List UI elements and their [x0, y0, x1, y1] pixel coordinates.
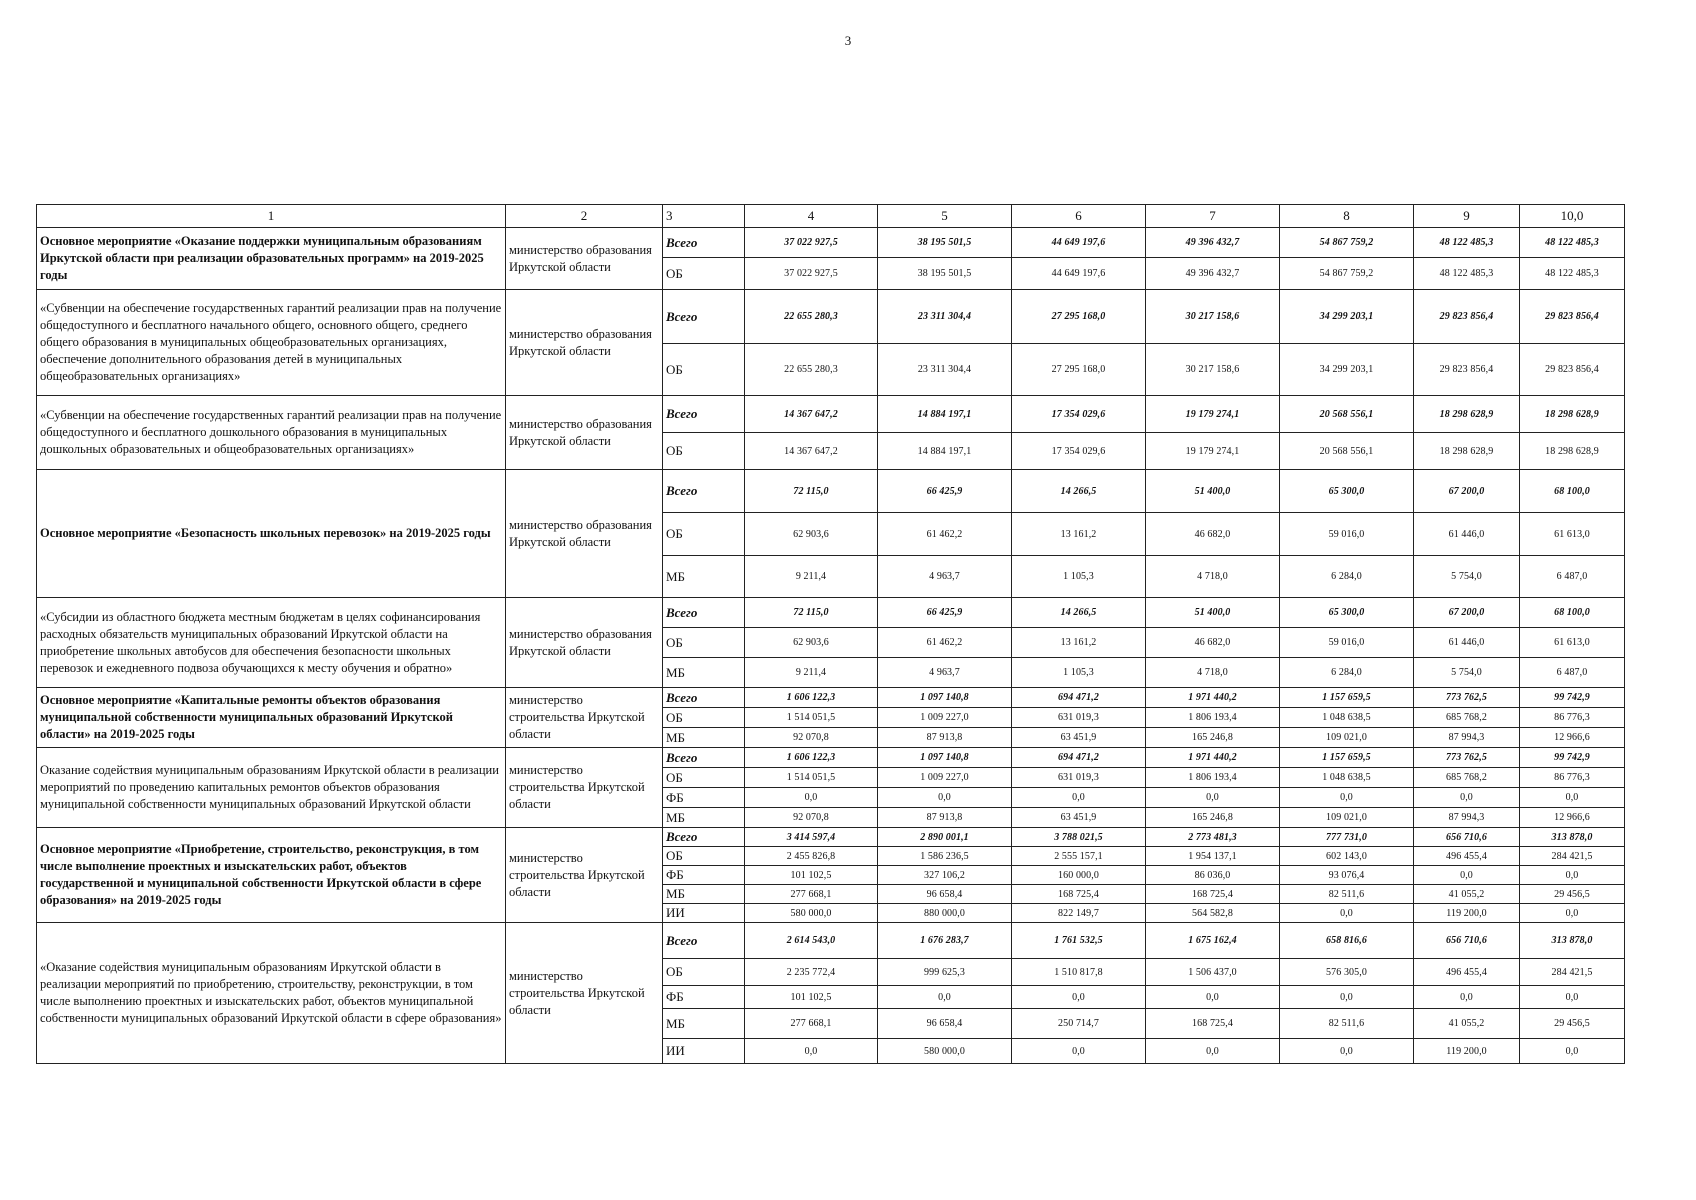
- funding-source: ОБ: [663, 847, 745, 866]
- funding-source: Всего: [663, 470, 745, 513]
- amount-cell: 0,0: [1280, 986, 1414, 1009]
- amount-cell: 5 754,0: [1414, 658, 1520, 688]
- amount-cell: 4 718,0: [1146, 658, 1280, 688]
- amount-cell: 17 354 029,6: [1012, 433, 1146, 470]
- amount-cell: 564 582,8: [1146, 904, 1280, 923]
- amount-cell: 99 742,9: [1520, 688, 1625, 708]
- amount-cell: 18 298 628,9: [1414, 433, 1520, 470]
- amount-cell: 1 009 227,0: [878, 708, 1012, 728]
- amount-cell: 46 682,0: [1146, 628, 1280, 658]
- amount-cell: 86 776,3: [1520, 708, 1625, 728]
- amount-cell: 2 555 157,1: [1012, 847, 1146, 866]
- amount-cell: 44 649 197,6: [1012, 228, 1146, 258]
- header-cell: 6: [1012, 205, 1146, 228]
- amount-cell: 631 019,3: [1012, 768, 1146, 788]
- amount-cell: 580 000,0: [745, 904, 878, 923]
- amount-cell: 30 217 158,6: [1146, 290, 1280, 344]
- table-row: [37, 396, 1625, 433]
- amount-cell: 4 718,0: [1146, 556, 1280, 598]
- amount-cell: 0,0: [1012, 1039, 1146, 1064]
- funding-source: Всего: [663, 923, 745, 959]
- amount-cell: 61 613,0: [1520, 513, 1625, 556]
- amount-cell: 96 658,4: [878, 1009, 1012, 1039]
- amount-cell: 822 149,7: [1012, 904, 1146, 923]
- amount-cell: 0,0: [1520, 1039, 1625, 1064]
- header-cell: 5: [878, 205, 1012, 228]
- amount-cell: 1 506 437,0: [1146, 959, 1280, 986]
- amount-cell: 119 200,0: [1414, 904, 1520, 923]
- activity-title: «Оказание содействия муниципальным образованиям Иркутской области в реализации мероприятий по приобретению, строительству, реконструкции, в том числе выполнению проектных и изыскательских работ, объектов муниципальной собственности муниципальных образований Иркутской области в сфере образования»: [37, 923, 506, 1064]
- amount-cell: 250 714,7: [1012, 1009, 1146, 1039]
- amount-cell: 1 606 122,3: [745, 748, 878, 768]
- amount-cell: 580 000,0: [878, 1039, 1012, 1064]
- amount-cell: 18 298 628,9: [1520, 433, 1625, 470]
- amount-cell: 34 299 203,1: [1280, 344, 1414, 396]
- amount-cell: 160 000,0: [1012, 866, 1146, 885]
- funding-source: ФБ: [663, 866, 745, 885]
- amount-cell: 59 016,0: [1280, 628, 1414, 658]
- amount-cell: 38 195 501,5: [878, 228, 1012, 258]
- amount-cell: 1 510 817,8: [1012, 959, 1146, 986]
- amount-cell: 1 514 051,5: [745, 708, 878, 728]
- amount-cell: 13 161,2: [1012, 513, 1146, 556]
- amount-cell: 65 300,0: [1280, 470, 1414, 513]
- amount-cell: 12 966,6: [1520, 808, 1625, 828]
- amount-cell: 87 994,3: [1414, 728, 1520, 748]
- amount-cell: 61 462,2: [878, 628, 1012, 658]
- header-cell: 9: [1414, 205, 1520, 228]
- activity-title: «Субсидии из областного бюджета местным бюджетам в целях софинансирования расходных обязательств муниципальных образований Иркутской области на приобретение школьных автобусов для обеспечения безопасности школьных перевозок и ежедневного подвоза обучающихся к месту обучения и обратно»: [37, 598, 506, 688]
- table-row: [37, 470, 1625, 513]
- amount-cell: 0,0: [1280, 904, 1414, 923]
- amount-cell: 0,0: [1414, 866, 1520, 885]
- amount-cell: 54 867 759,2: [1280, 258, 1414, 290]
- amount-cell: 29 823 856,4: [1414, 344, 1520, 396]
- funding-source: ИИ: [663, 904, 745, 923]
- amount-cell: 63 451,9: [1012, 808, 1146, 828]
- amount-cell: 65 300,0: [1280, 598, 1414, 628]
- funding-source: МБ: [663, 808, 745, 828]
- amount-cell: 19 179 274,1: [1146, 433, 1280, 470]
- amount-cell: 1 157 659,5: [1280, 688, 1414, 708]
- funding-source: ОБ: [663, 258, 745, 290]
- amount-cell: 72 115,0: [745, 470, 878, 513]
- table-body: [37, 205, 1625, 1064]
- amount-cell: 0,0: [1146, 986, 1280, 1009]
- amount-cell: 61 446,0: [1414, 513, 1520, 556]
- amount-cell: 19 179 274,1: [1146, 396, 1280, 433]
- activity-title: Основное мероприятие «Приобретение, строительство, реконструкция, в том числе выполнение проектных и изыскательских работ, объектов государственной и муниципальной собственности Иркутской области в сфере образования» на 2019-2025 годы: [37, 828, 506, 923]
- amount-cell: 62 903,6: [745, 513, 878, 556]
- amount-cell: 773 762,5: [1414, 688, 1520, 708]
- amount-cell: 1 971 440,2: [1146, 688, 1280, 708]
- amount-cell: 44 649 197,6: [1012, 258, 1146, 290]
- funding-source: Всего: [663, 228, 745, 258]
- amount-cell: 48 122 485,3: [1414, 228, 1520, 258]
- header-cell: 8: [1280, 205, 1414, 228]
- table-row: [37, 688, 1625, 708]
- amount-cell: 37 022 927,5: [745, 228, 878, 258]
- amount-cell: 0,0: [1280, 788, 1414, 808]
- amount-cell: 67 200,0: [1414, 470, 1520, 513]
- amount-cell: 496 455,4: [1414, 959, 1520, 986]
- amount-cell: 22 655 280,3: [745, 344, 878, 396]
- amount-cell: 777 731,0: [1280, 828, 1414, 847]
- amount-cell: 631 019,3: [1012, 708, 1146, 728]
- amount-cell: 93 076,4: [1280, 866, 1414, 885]
- amount-cell: 0,0: [1280, 1039, 1414, 1064]
- amount-cell: 0,0: [878, 788, 1012, 808]
- header-cell: 2: [506, 205, 663, 228]
- amount-cell: 0,0: [1520, 866, 1625, 885]
- amount-cell: 2 235 772,4: [745, 959, 878, 986]
- amount-cell: 54 867 759,2: [1280, 228, 1414, 258]
- amount-cell: 2 455 826,8: [745, 847, 878, 866]
- amount-cell: 6 487,0: [1520, 556, 1625, 598]
- activity-title: Основное мероприятие «Оказание поддержки муниципальным образованиям Иркутской области при реализации образовательных программ» на 2019-2025 годы: [37, 228, 506, 290]
- amount-cell: 27 295 168,0: [1012, 344, 1146, 396]
- amount-cell: 4 963,7: [878, 658, 1012, 688]
- funding-source: ФБ: [663, 986, 745, 1009]
- amount-cell: 1 675 162,4: [1146, 923, 1280, 959]
- amount-cell: 82 511,6: [1280, 885, 1414, 904]
- amount-cell: 685 768,2: [1414, 708, 1520, 728]
- amount-cell: 0,0: [1012, 986, 1146, 1009]
- executor: министерство образования Иркутской области: [506, 598, 663, 688]
- amount-cell: 0,0: [1414, 986, 1520, 1009]
- amount-cell: 1 097 140,8: [878, 688, 1012, 708]
- funding-source: МБ: [663, 728, 745, 748]
- amount-cell: 87 913,8: [878, 728, 1012, 748]
- amount-cell: 46 682,0: [1146, 513, 1280, 556]
- amount-cell: 61 462,2: [878, 513, 1012, 556]
- amount-cell: 34 299 203,1: [1280, 290, 1414, 344]
- amount-cell: 109 021,0: [1280, 808, 1414, 828]
- amount-cell: 20 568 556,1: [1280, 396, 1414, 433]
- amount-cell: 13 161,2: [1012, 628, 1146, 658]
- executor: министерство строительства Иркутской области: [506, 688, 663, 748]
- funding-source: ОБ: [663, 513, 745, 556]
- funding-source: ИИ: [663, 1039, 745, 1064]
- amount-cell: 68 100,0: [1520, 470, 1625, 513]
- amount-cell: 658 816,6: [1280, 923, 1414, 959]
- table-row: [37, 598, 1625, 628]
- amount-cell: 3 414 597,4: [745, 828, 878, 847]
- amount-cell: 87 994,3: [1414, 808, 1520, 828]
- amount-cell: 168 725,4: [1146, 885, 1280, 904]
- header-row: [37, 205, 1625, 228]
- amount-cell: 41 055,2: [1414, 1009, 1520, 1039]
- amount-cell: 48 122 485,3: [1520, 228, 1625, 258]
- funding-source: Всего: [663, 828, 745, 847]
- funding-source: ОБ: [663, 628, 745, 658]
- amount-cell: 0,0: [1414, 788, 1520, 808]
- executor: министерство строительства Иркутской области: [506, 923, 663, 1064]
- amount-cell: 99 742,9: [1520, 748, 1625, 768]
- amount-cell: 20 568 556,1: [1280, 433, 1414, 470]
- amount-cell: 92 070,8: [745, 808, 878, 828]
- amount-cell: 61 446,0: [1414, 628, 1520, 658]
- amount-cell: 1 514 051,5: [745, 768, 878, 788]
- header-cell: 10,0: [1520, 205, 1625, 228]
- amount-cell: 23 311 304,4: [878, 344, 1012, 396]
- table-row: [37, 228, 1625, 258]
- amount-cell: 1 009 227,0: [878, 768, 1012, 788]
- table-row: [37, 290, 1625, 344]
- amount-cell: 0,0: [878, 986, 1012, 1009]
- amount-cell: 6 487,0: [1520, 658, 1625, 688]
- amount-cell: 62 903,6: [745, 628, 878, 658]
- funding-source: ОБ: [663, 708, 745, 728]
- amount-cell: 2 890 001,1: [878, 828, 1012, 847]
- table-row: [37, 828, 1625, 847]
- funding-source: Всего: [663, 290, 745, 344]
- amount-cell: 27 295 168,0: [1012, 290, 1146, 344]
- executor: министерство образования Иркутской области: [506, 470, 663, 598]
- amount-cell: 51 400,0: [1146, 470, 1280, 513]
- amount-cell: 41 055,2: [1414, 885, 1520, 904]
- amount-cell: 880 000,0: [878, 904, 1012, 923]
- amount-cell: 165 246,8: [1146, 728, 1280, 748]
- amount-cell: 30 217 158,6: [1146, 344, 1280, 396]
- funding-source: МБ: [663, 658, 745, 688]
- funding-source: МБ: [663, 556, 745, 598]
- amount-cell: 86 776,3: [1520, 768, 1625, 788]
- amount-cell: 29 823 856,4: [1520, 344, 1625, 396]
- amount-cell: 14 884 197,1: [878, 396, 1012, 433]
- amount-cell: 68 100,0: [1520, 598, 1625, 628]
- amount-cell: 82 511,6: [1280, 1009, 1414, 1039]
- amount-cell: 18 298 628,9: [1414, 396, 1520, 433]
- amount-cell: 14 367 647,2: [745, 396, 878, 433]
- amount-cell: 29 456,5: [1520, 885, 1625, 904]
- funding-source: Всего: [663, 748, 745, 768]
- amount-cell: 14 367 647,2: [745, 433, 878, 470]
- amount-cell: 63 451,9: [1012, 728, 1146, 748]
- header-cell: 1: [37, 205, 506, 228]
- amount-cell: 1 048 638,5: [1280, 708, 1414, 728]
- amount-cell: 6 284,0: [1280, 556, 1414, 598]
- executor: министерство образования Иркутской области: [506, 290, 663, 396]
- amount-cell: 67 200,0: [1414, 598, 1520, 628]
- amount-cell: 0,0: [1012, 788, 1146, 808]
- amount-cell: 14 266,5: [1012, 470, 1146, 513]
- amount-cell: 0,0: [1520, 904, 1625, 923]
- amount-cell: 29 456,5: [1520, 1009, 1625, 1039]
- activity-title: Оказание содействия муниципальным образованиям Иркутской области в реализации мероприятий по проведению капитальных ремонтов объектов образования муниципальной собственности муниципальных образований Иркутской области: [37, 748, 506, 828]
- amount-cell: 59 016,0: [1280, 513, 1414, 556]
- amount-cell: 1 971 440,2: [1146, 748, 1280, 768]
- amount-cell: 101 102,5: [745, 986, 878, 1009]
- amount-cell: 1 097 140,8: [878, 748, 1012, 768]
- funding-source: МБ: [663, 885, 745, 904]
- amount-cell: 1 105,3: [1012, 556, 1146, 598]
- amount-cell: 66 425,9: [878, 470, 1012, 513]
- amount-cell: 168 725,4: [1146, 1009, 1280, 1039]
- amount-cell: 2 773 481,3: [1146, 828, 1280, 847]
- activity-title: Основное мероприятие «Безопасность школьных перевозок» на 2019-2025 годы: [37, 470, 506, 598]
- amount-cell: 1 586 236,5: [878, 847, 1012, 866]
- amount-cell: 9 211,4: [745, 556, 878, 598]
- amount-cell: 49 396 432,7: [1146, 258, 1280, 290]
- amount-cell: 602 143,0: [1280, 847, 1414, 866]
- amount-cell: 0,0: [1520, 986, 1625, 1009]
- amount-cell: 1 806 193,4: [1146, 708, 1280, 728]
- amount-cell: 656 710,6: [1414, 828, 1520, 847]
- table-row: [37, 923, 1625, 959]
- activity-title: «Субвенции на обеспечение государственных гарантий реализации прав на получение общедоступного и бесплатного дошкольного образования в муниципальных дошкольных образовательных и общеобразовательных организациях»: [37, 396, 506, 470]
- amount-cell: 1 806 193,4: [1146, 768, 1280, 788]
- header-cell: 4: [745, 205, 878, 228]
- executor: министерство образования Иркутской области: [506, 228, 663, 290]
- funding-source: ОБ: [663, 344, 745, 396]
- amount-cell: 22 655 280,3: [745, 290, 878, 344]
- amount-cell: 284 421,5: [1520, 847, 1625, 866]
- amount-cell: 29 823 856,4: [1520, 290, 1625, 344]
- amount-cell: 2 614 543,0: [745, 923, 878, 959]
- amount-cell: 277 668,1: [745, 885, 878, 904]
- header-cell: 3: [663, 205, 745, 228]
- amount-cell: 277 668,1: [745, 1009, 878, 1039]
- executor: министерство строительства Иркутской области: [506, 748, 663, 828]
- funding-source: Всего: [663, 688, 745, 708]
- amount-cell: 313 878,0: [1520, 923, 1625, 959]
- amount-cell: 0,0: [745, 1039, 878, 1064]
- amount-cell: 5 754,0: [1414, 556, 1520, 598]
- amount-cell: 12 966,6: [1520, 728, 1625, 748]
- amount-cell: 48 122 485,3: [1520, 258, 1625, 290]
- amount-cell: 61 613,0: [1520, 628, 1625, 658]
- amount-cell: 165 246,8: [1146, 808, 1280, 828]
- amount-cell: 576 305,0: [1280, 959, 1414, 986]
- activity-title: Основное мероприятие «Капитальные ремонты объектов образования муниципальной собственности муниципальных образований Иркутской области» на 2019-2025 годы: [37, 688, 506, 748]
- amount-cell: 773 762,5: [1414, 748, 1520, 768]
- amount-cell: 1 048 638,5: [1280, 768, 1414, 788]
- header-cell: 7: [1146, 205, 1280, 228]
- amount-cell: 1 761 532,5: [1012, 923, 1146, 959]
- amount-cell: 3 788 021,5: [1012, 828, 1146, 847]
- amount-cell: 17 354 029,6: [1012, 396, 1146, 433]
- amount-cell: 1 954 137,1: [1146, 847, 1280, 866]
- amount-cell: 86 036,0: [1146, 866, 1280, 885]
- table-row: [37, 748, 1625, 768]
- funding-source: ОБ: [663, 433, 745, 470]
- amount-cell: 51 400,0: [1146, 598, 1280, 628]
- amount-cell: 18 298 628,9: [1520, 396, 1625, 433]
- budget-table: [36, 204, 1625, 1064]
- amount-cell: 656 710,6: [1414, 923, 1520, 959]
- amount-cell: 14 884 197,1: [878, 433, 1012, 470]
- amount-cell: 1 157 659,5: [1280, 748, 1414, 768]
- amount-cell: 14 266,5: [1012, 598, 1146, 628]
- amount-cell: 999 625,3: [878, 959, 1012, 986]
- amount-cell: 694 471,2: [1012, 688, 1146, 708]
- funding-source: Всего: [663, 396, 745, 433]
- amount-cell: 23 311 304,4: [878, 290, 1012, 344]
- funding-source: МБ: [663, 1009, 745, 1039]
- amount-cell: 4 963,7: [878, 556, 1012, 598]
- amount-cell: 92 070,8: [745, 728, 878, 748]
- funding-source: ОБ: [663, 959, 745, 986]
- amount-cell: 1 606 122,3: [745, 688, 878, 708]
- amount-cell: 9 211,4: [745, 658, 878, 688]
- amount-cell: 96 658,4: [878, 885, 1012, 904]
- amount-cell: 49 396 432,7: [1146, 228, 1280, 258]
- amount-cell: 0,0: [745, 788, 878, 808]
- funding-source: ОБ: [663, 768, 745, 788]
- amount-cell: 29 823 856,4: [1414, 290, 1520, 344]
- amount-cell: 694 471,2: [1012, 748, 1146, 768]
- amount-cell: 38 195 501,5: [878, 258, 1012, 290]
- amount-cell: 496 455,4: [1414, 847, 1520, 866]
- amount-cell: 119 200,0: [1414, 1039, 1520, 1064]
- executor: министерство строительства Иркутской области: [506, 828, 663, 923]
- amount-cell: 72 115,0: [745, 598, 878, 628]
- amount-cell: 313 878,0: [1520, 828, 1625, 847]
- amount-cell: 66 425,9: [878, 598, 1012, 628]
- amount-cell: 87 913,8: [878, 808, 1012, 828]
- amount-cell: 1 676 283,7: [878, 923, 1012, 959]
- amount-cell: 37 022 927,5: [745, 258, 878, 290]
- amount-cell: 101 102,5: [745, 866, 878, 885]
- amount-cell: 0,0: [1146, 1039, 1280, 1064]
- amount-cell: 327 106,2: [878, 866, 1012, 885]
- page-number: 3: [844, 33, 852, 48]
- amount-cell: 1 105,3: [1012, 658, 1146, 688]
- executor: министерство образования Иркутской области: [506, 396, 663, 470]
- funding-source: ФБ: [663, 788, 745, 808]
- amount-cell: 6 284,0: [1280, 658, 1414, 688]
- amount-cell: 168 725,4: [1012, 885, 1146, 904]
- amount-cell: 0,0: [1520, 788, 1625, 808]
- amount-cell: 109 021,0: [1280, 728, 1414, 748]
- amount-cell: 0,0: [1146, 788, 1280, 808]
- amount-cell: 48 122 485,3: [1414, 258, 1520, 290]
- funding-source: Всего: [663, 598, 745, 628]
- activity-title: «Субвенции на обеспечение государственных гарантий реализации прав на получение общедоступного и бесплатного начального общего, основного общего, среднего общего образования в муниципальных общеобразовательных организациях, обеспечение дополнительного образования детей в муниципальных общеобразовательных организациях»: [37, 290, 506, 396]
- amount-cell: 284 421,5: [1520, 959, 1625, 986]
- amount-cell: 685 768,2: [1414, 768, 1520, 788]
